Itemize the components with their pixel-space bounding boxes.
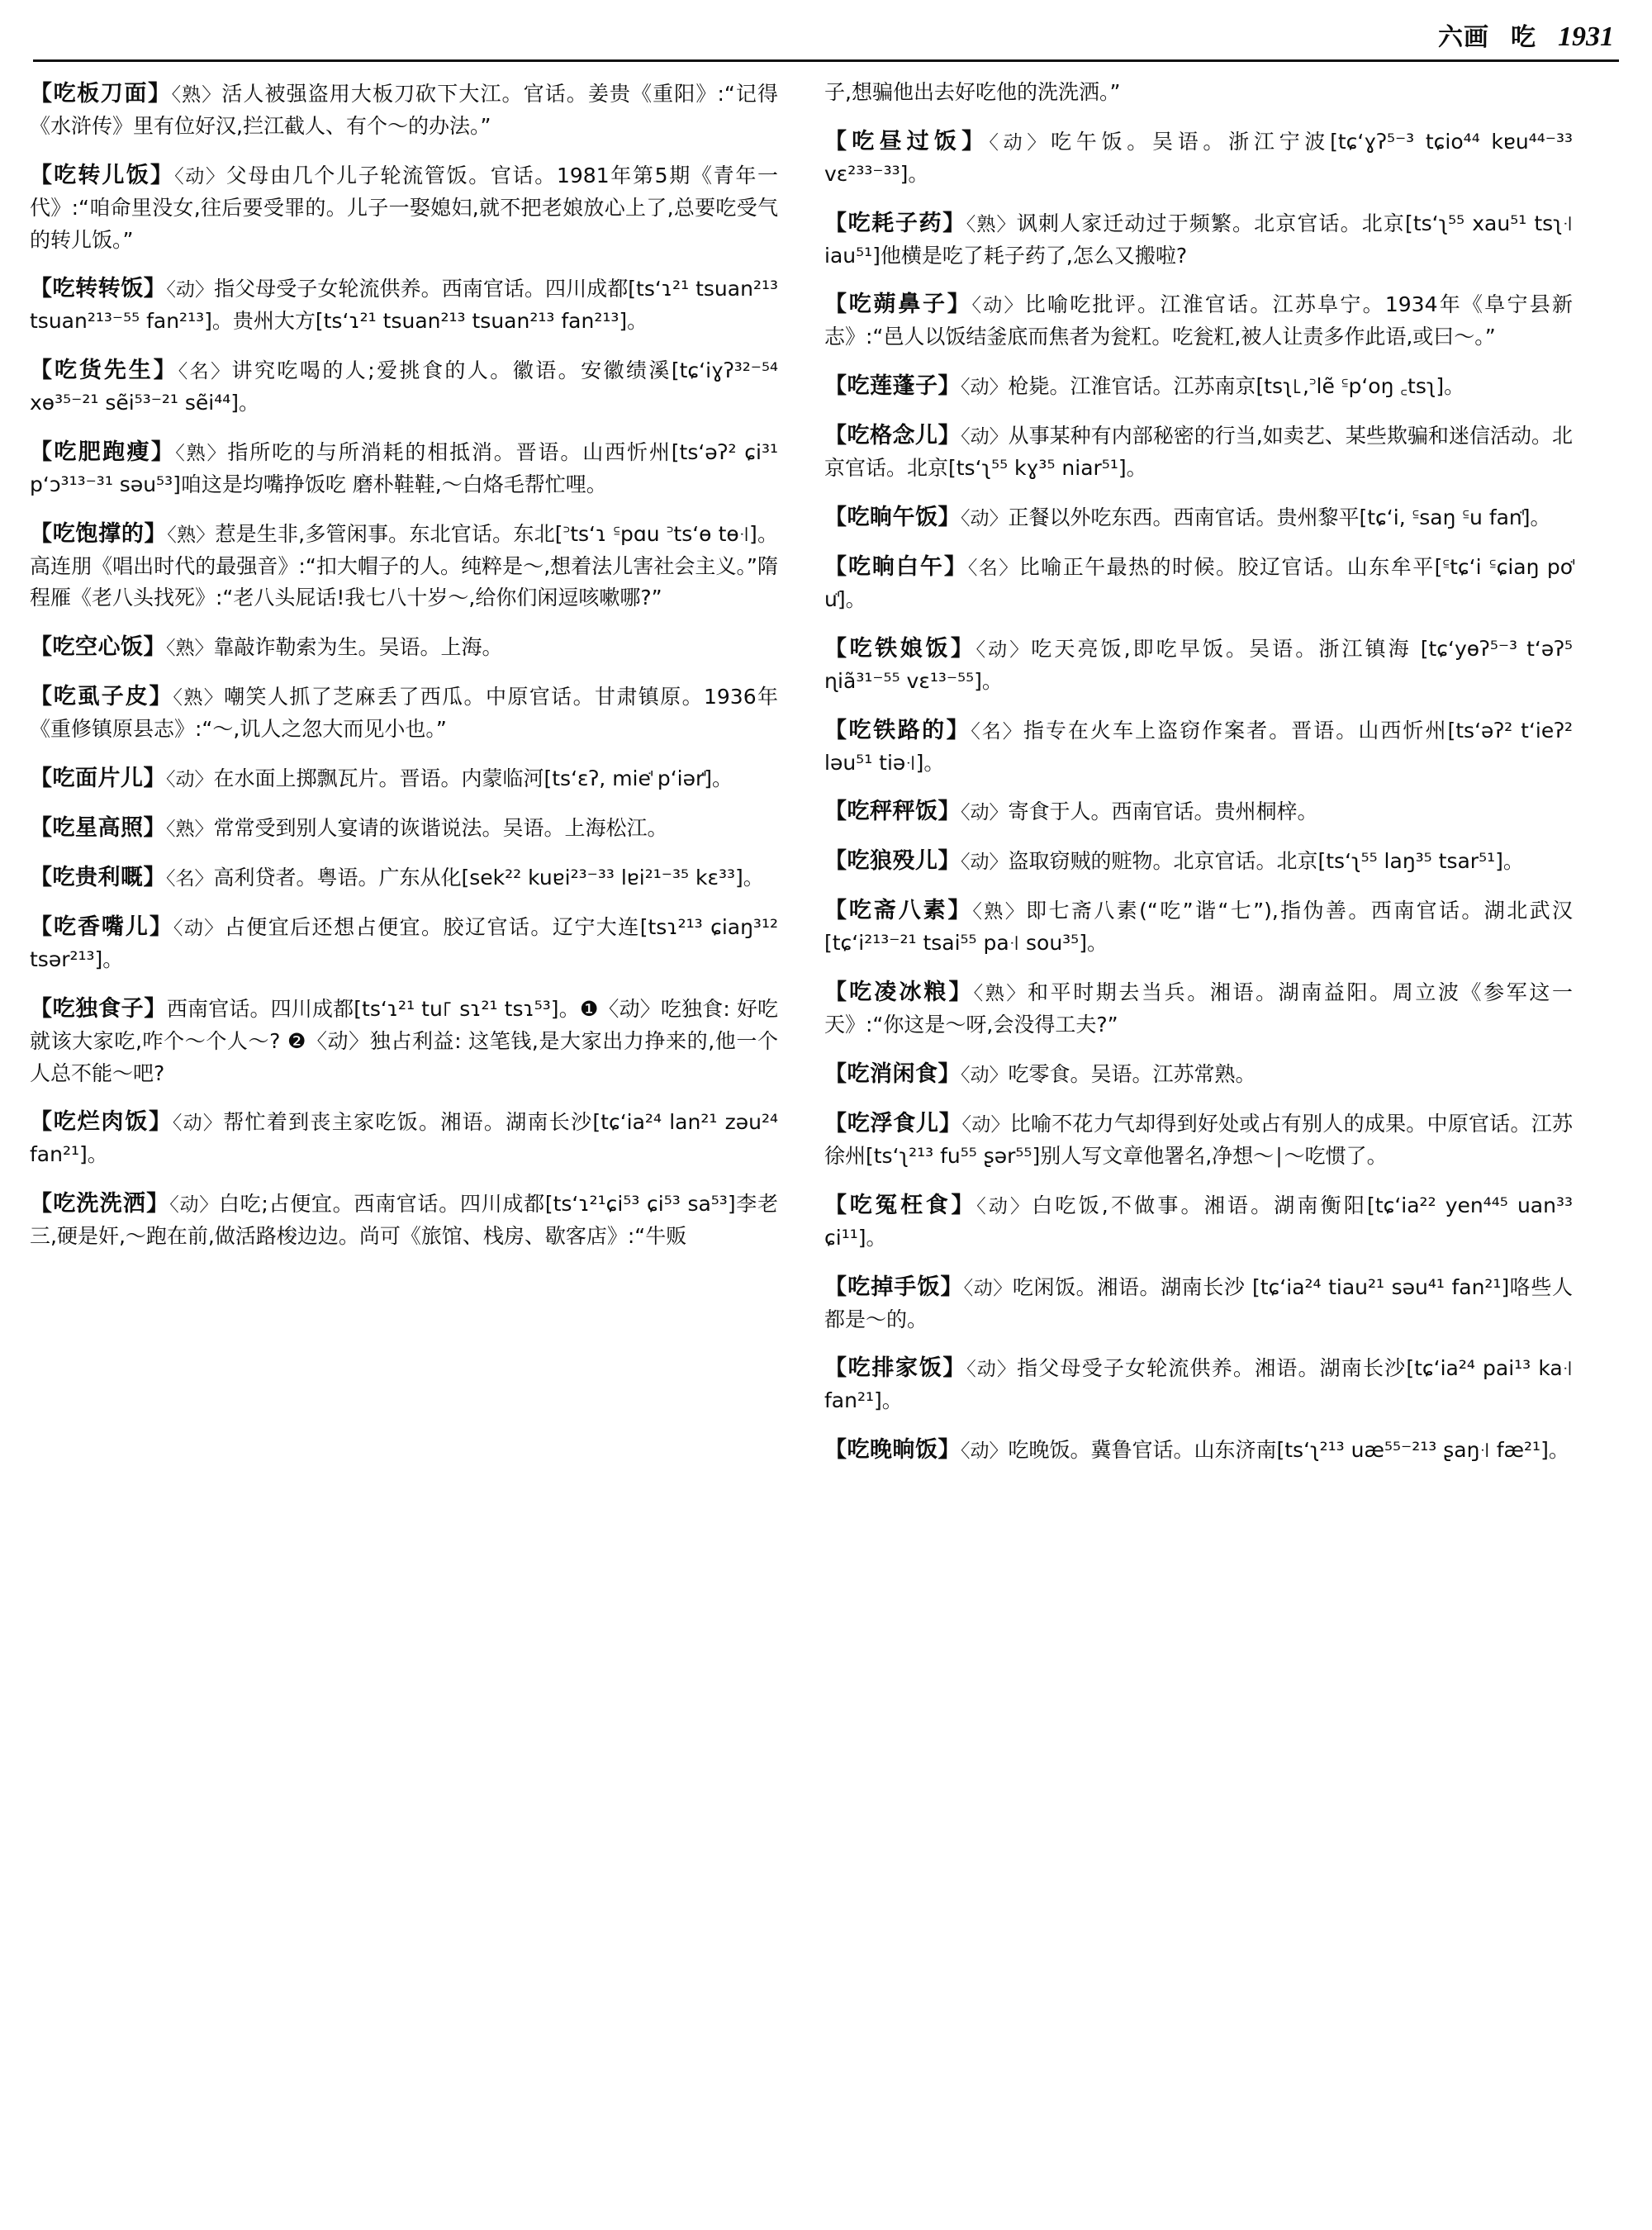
dictionary-entry	[824, 369, 1573, 403]
entry-definition: 子,想骗他出去好吃他的洗洗洒。”	[824, 80, 1121, 104]
entry-definition: 和平时期去当兵。湘语。湖南益阳。周立波《参军这一天》:“你这是～呀,会没得工夫?”	[824, 980, 1573, 1037]
entry-headword: 【吃斋八素】	[824, 898, 973, 924]
dictionary-entry	[824, 1270, 1573, 1336]
body-columns	[30, 77, 1622, 2199]
entry-part-of-speech: 〈名〉	[178, 361, 232, 383]
entry-headword: 【吃转儿饭】	[30, 162, 175, 188]
entry-part-of-speech: 〈熟〉	[973, 983, 1028, 1005]
entry-definition: 寄食于人。西南官话。贵州桐梓。	[1008, 799, 1318, 824]
entry-part-of-speech: 〈动〉	[961, 377, 1009, 399]
dictionary-entry	[824, 1433, 1573, 1467]
entry-part-of-speech: 〈熟〉	[167, 524, 216, 546]
entry-part-of-speech: 〈动〉	[961, 1440, 1009, 1463]
entry-part-of-speech: 〈动〉	[961, 1064, 1009, 1086]
header-divider	[33, 59, 1619, 62]
entry-definition: 枪毙。江淮官话。江苏南京[tsʅ꜖,꜄lẽ ꜃pʻoŋ ꜀tsʅ]。	[1008, 374, 1465, 399]
entry-definition: 从事某种有内部秘密的行当,如卖艺、某些欺骗和迷信活动。北京官话。北京[tsʻʅ⁵⁵ kɣ³⁵ niar⁵¹]。	[824, 424, 1574, 481]
dictionary-entry	[824, 1189, 1573, 1255]
entry-definition: 白吃;占便宜。西南官话。四川成都[tsʻɿ²¹ɕi⁵³ ɕi⁵³ sa⁵³]李老三,硬是奸,～跑在前,做活路梭边边。尚可《旅馆、栈房、歇客店》:“牛贩	[30, 1192, 779, 1249]
entry-definition: 吃天亮饭,即吃早饭。吴语。浙江镇海 [tɕʻyɵʔ⁵⁻³ tʻəʔ⁵ ɳiã³¹⁻⁵⁵ vɛ¹³⁻⁵⁵]。	[824, 636, 1573, 693]
dictionary-entry	[824, 419, 1573, 485]
dictionary-entry	[30, 910, 778, 976]
entry-headword: 【吃货先生】	[30, 358, 178, 384]
entry-part-of-speech: 〈熟〉	[173, 687, 225, 709]
entry-part-of-speech: 〈动〉	[976, 1195, 1032, 1217]
entry-definition: 帮忙着到丧主家吃饭。湘语。湖南长沙[tɕʻia²⁴ lan²¹ zəu²⁴ fan²¹]。	[30, 1110, 779, 1167]
entry-headword: 【吃独食子】	[30, 995, 167, 1022]
entry-definition: 正餐以外吃东西。西南官话。贵州黎平[tɕʻi, ꜃saŋ ꜃u fanꜗ]。	[1008, 505, 1551, 529]
entry-part-of-speech: 〈动〉	[961, 802, 1009, 824]
entry-part-of-speech: 〈名〉	[166, 868, 214, 890]
dictionary-entry	[30, 1105, 778, 1171]
dictionary-entry	[824, 550, 1573, 616]
page-header	[30, 0, 1622, 53]
entry-headword: 【吃铁娘饭】	[824, 635, 976, 662]
entry-part-of-speech: 〈动〉	[961, 852, 1009, 874]
entry-part-of-speech: 〈熟〉	[166, 638, 214, 660]
entry-headword: 【吃晌午饭】	[824, 504, 961, 530]
entry-part-of-speech: 〈名〉	[967, 557, 1019, 579]
entry-headword: 【吃贵利嘅】	[30, 865, 166, 891]
dictionary-entry	[824, 844, 1573, 878]
entry-part-of-speech: 〈熟〉	[966, 213, 1017, 235]
dictionary-entry	[30, 992, 778, 1090]
entry-part-of-speech: 〈动〉	[966, 1359, 1018, 1381]
entry-definition: 指父母受子女轮流供养。西南官话。四川成都[tsʻɿ²¹ tsuan²¹³ tsuan²¹³⁻⁵⁵ fan²¹³]。贵州大方[tsʻɿ²¹ tsuan²¹³ tsuan²¹³ fan²¹³]。	[30, 277, 779, 334]
entry-headword: 【吃肥跑瘦】	[30, 439, 176, 465]
entry-definition: 活人被强盗用大板刀砍下大江。官话。姜贵《重阳》:“记得《水浒传》里有位好汉,拦江截人、有个～的办法。”	[30, 82, 779, 139]
entry-part-of-speech: 〈名〉	[971, 720, 1023, 743]
entry-definition: 比喻不花力气却得到好处或占有别人的成果。中原官话。江苏徐州[tsʻʅ²¹³ fu⁵⁵ ʂər⁵⁵]别人写文章他署名,净想～∣～吃惯了。	[824, 1111, 1574, 1168]
entry-headword: 【吃面片儿】	[30, 766, 166, 791]
dictionary-entry	[30, 680, 778, 746]
entry-definition: 靠敲诈勒索为生。吴语。上海。	[213, 635, 503, 660]
entry-part-of-speech: 〈动〉	[166, 279, 215, 301]
dictionary-entry	[824, 894, 1573, 960]
dictionary-entry	[30, 517, 778, 615]
entry-definition: 盗取窃贼的赃物。北京官话。北京[tsʻʅ⁵⁵ laŋ³⁵ tsar⁵¹]。	[1008, 849, 1524, 874]
entry-headword: 【吃凌冰粮】	[824, 980, 974, 1006]
entry-headword: 【吃空心饭】	[30, 634, 166, 661]
entry-headword: 【吃饱撑的】	[30, 520, 168, 547]
entry-headword: 【吃蒴鼻子】	[824, 292, 972, 318]
entry-definition: 在水面上掷飘瓦片。晋语。内蒙临河[tsʻɛʔ, mieꜗ pʻiərꜗ]。	[213, 766, 733, 790]
entry-part-of-speech: 〈动〉	[976, 638, 1032, 661]
entry-headword: 【吃晌白午】	[824, 553, 968, 580]
entry-headword: 【吃格念儿】	[824, 423, 961, 449]
entry-part-of-speech: 〈熟〉	[166, 818, 214, 841]
entry-headword: 【吃晚晌饭】	[824, 1437, 961, 1464]
entry-definition: 讽刺人家迁动过于频繁。北京官话。北京[tsʻʅ⁵⁵ xau⁵¹ tsʅ꜊ iau⁵¹]他横是吃了耗子药了,怎么又搬啦?	[824, 211, 1574, 268]
entry-part-of-speech: 〈动〉	[963, 1277, 1013, 1299]
dictionary-entry	[30, 630, 778, 664]
entry-headword: 【吃昼过饭】	[824, 128, 990, 154]
dictionary-entry	[30, 272, 778, 338]
entry-part-of-speech: 〈动〉	[961, 507, 1009, 529]
dictionary-entry	[30, 762, 778, 795]
dictionary-entry	[824, 632, 1573, 698]
entry-headword: 【吃消闲食】	[824, 1060, 961, 1087]
entry-part-of-speech: 〈动〉	[172, 1113, 224, 1135]
left-column	[30, 77, 778, 2199]
entry-definition: 吃零食。吴语。江苏常熟。	[1008, 1061, 1256, 1086]
dictionary-entry	[30, 77, 778, 143]
entry-part-of-speech: 〈熟〉	[175, 442, 228, 464]
entry-part-of-speech: 〈动〉	[961, 426, 1009, 448]
entry-part-of-speech: 〈动〉	[174, 165, 226, 187]
entry-definition: 吃午饭。吴语。浙江宁波[tɕʻɣʔ⁵⁻³ tɕio⁴⁴ kɐu⁴⁴⁻³³ vɛ²³³⁻³³]。	[824, 129, 1573, 186]
dictionary-entry	[30, 811, 778, 845]
entry-definition: 西南官话。四川成都[tsʻɿ²¹ tu꜒ sɿ²¹ tsɿ⁵³]。❶〈动〉吃独食: 好吃就该大家吃,咋个～个人～? ❷〈动〉独占利益: 这笔钱,是大家出力挣来的,他一个人总不能～吧?	[30, 996, 778, 1085]
entry-headword: 【吃狼殁儿】	[824, 848, 961, 875]
dictionary-entry	[30, 353, 778, 420]
header-character: 吃	[1511, 23, 1536, 52]
entry-part-of-speech: 〈熟〉	[171, 84, 222, 106]
header-radical: 六画	[1438, 23, 1489, 52]
entry-definition: 惹是生非,多管闲事。东北官话。东北[꜄tsʻɿ ꜃pɑu ꜄tsʻɵ tɵ꜊]。高连朋《唱出时代的最强音》:“扣大帽子的人。纯粹是～,想着法儿害社会主义。”隋程雁《老八头找死》:“老八头屁话!我七八十岁～,给你们闲逗咳嗽哪?”	[30, 521, 779, 610]
entry-part-of-speech: 〈动〉	[989, 131, 1051, 154]
entry-headword: 【吃秤秤饭】	[824, 799, 961, 825]
dictionary-entry	[30, 1187, 778, 1253]
entry-definition: 吃闲饭。湘语。湖南长沙 [tɕʻia²⁴ tiau²¹ səu⁴¹ fan²¹]咯些人都是～的。	[824, 1274, 1574, 1331]
dictionary-entry	[824, 795, 1573, 828]
entry-definition: 占便宜后还想占便宜。胶辽官话。辽宁大连[tsɿ²¹³ ɕiaŋ³¹² tsər²¹³]。	[30, 915, 779, 972]
entry-definition: 父母由几个儿子轮流管饭。官话。1981年第5期《青年一代》:“咱命里没女,往后要受罪的。儿子一娶媳妇,就不把老娘放心上了,总要吃受气的转儿饭。”	[30, 163, 779, 252]
entry-headword: 【吃星高照】	[30, 815, 166, 842]
entry-headword: 【吃洗洗洒】	[30, 1191, 170, 1217]
dictionary-entry	[824, 125, 1573, 191]
entry-definition: 嘲笑人抓了芝麻丢了西瓜。中原官话。甘肃镇原。1936年《重修镇原县志》:“～,讥人之忽大而见小也。”	[30, 685, 779, 742]
entry-headword: 【吃浮食儿】	[824, 1110, 962, 1136]
entry-headword: 【吃烂肉饭】	[30, 1109, 173, 1136]
entry-definition: 白吃饭,不做事。湘语。湖南衡阳[tɕʻia²² yen⁴⁴⁵ uan³³ ɕi¹¹]。	[824, 1193, 1574, 1250]
entry-definition: 吃晚饭。冀鲁官话。山东济南[tsʻʅ²¹³ uæ⁵⁵⁻²¹³ ʂaŋ꜊ fæ²¹]。	[1008, 1438, 1569, 1463]
entry-headword: 【吃耗子药】	[824, 210, 966, 236]
entry-definition: 即七斋八素(“吃”谐“七”),指伪善。西南官话。湖北武汉[tɕʻi²¹³⁻²¹ tsai⁵⁵ pa꜊ sou³⁵]。	[824, 899, 1573, 956]
entry-headword: 【吃板刀面】	[30, 81, 172, 107]
entry-headword: 【吃莲蓬子】	[824, 373, 961, 400]
dictionary-entry	[824, 501, 1573, 534]
dictionary-entry	[824, 714, 1573, 780]
entry-definition: 比喻吃批评。江淮官话。江苏阜宁。1934年《阜宁县新志》:“邑人以饭结釜底而焦者为瓮䉺。吃瓮䉺,被人让责多作此语,或曰～。”	[824, 292, 1573, 349]
entry-headword: 【吃铁路的】	[824, 717, 971, 743]
dictionary-entry	[30, 435, 778, 501]
dictionary-entry	[824, 975, 1573, 1041]
dictionary-entry	[824, 1107, 1573, 1173]
entry-definition: 指所吃的与所消耗的相抵消。晋语。山西忻州[tsʻəʔ² ɕi³¹ pʻɔ³¹³⁻³¹ səu⁵³]咱这是均嘴挣饭吃 磨朴鞋鞋,～白烙毛帮忙哩。	[30, 439, 779, 496]
entry-part-of-speech: 〈动〉	[169, 1194, 219, 1217]
entry-definition: 常常受到别人宴请的诙谐说法。吴语。上海松江。	[213, 816, 668, 841]
dictionary-entry	[30, 861, 778, 894]
entry-part-of-speech: 〈动〉	[971, 295, 1025, 317]
entry-headword: 【吃冤枉食】	[824, 1192, 977, 1218]
right-column	[824, 77, 1573, 2199]
dictionary-entry	[824, 77, 1573, 109]
entry-part-of-speech: 〈动〉	[173, 918, 225, 940]
dictionary-entry	[30, 159, 778, 257]
entry-headword: 【吃虱子皮】	[30, 684, 173, 710]
entry-headword: 【吃排家饭】	[824, 1355, 967, 1382]
page-number: 1931	[1558, 21, 1614, 52]
entry-definition: 比喻正午最热的时候。胶辽官话。山东牟平[꜃tɕʻi ꜃ɕiaŋ poꜗ uꜗ]。	[824, 554, 1574, 611]
entry-headword: 【吃香嘴儿】	[30, 914, 173, 941]
dictionary-entry	[824, 1057, 1573, 1091]
entry-definition: 高利贷者。粤语。广东从化[sek²² kuɐi²³⁻³³ lɐi²¹⁻³⁵ kɛ³³]。	[213, 866, 764, 890]
dictionary-entry	[824, 206, 1573, 273]
dictionary-entry	[824, 1351, 1573, 1417]
entry-part-of-speech: 〈动〉	[961, 1113, 1010, 1136]
dictionary-entry	[824, 287, 1573, 353]
entry-definition: 指父母受子女轮流供养。湘语。湖南长沙[tɕʻia²⁴ pai¹³ ka꜊ fan²¹]。	[824, 1356, 1574, 1413]
entry-part-of-speech: 〈动〉	[166, 769, 214, 790]
entry-part-of-speech: 〈熟〉	[972, 901, 1027, 923]
entry-definition: 指专在火车上盗窃作案者。晋语。山西忻州[tsʻəʔ² tʻieʔ² ləu⁵¹ tiə꜊]。	[824, 718, 1574, 775]
entry-definition: 讲究吃喝的人;爱挑食的人。徽语。安徽绩溪[tɕʻiɣʔ³²⁻⁵⁴ xɵ³⁵⁻²¹ sẽi⁵³⁻²¹ sẽi⁴⁴]。	[30, 358, 779, 415]
entry-headword: 【吃转转饭】	[30, 276, 167, 302]
entry-headword: 【吃掉手饭】	[824, 1274, 964, 1300]
